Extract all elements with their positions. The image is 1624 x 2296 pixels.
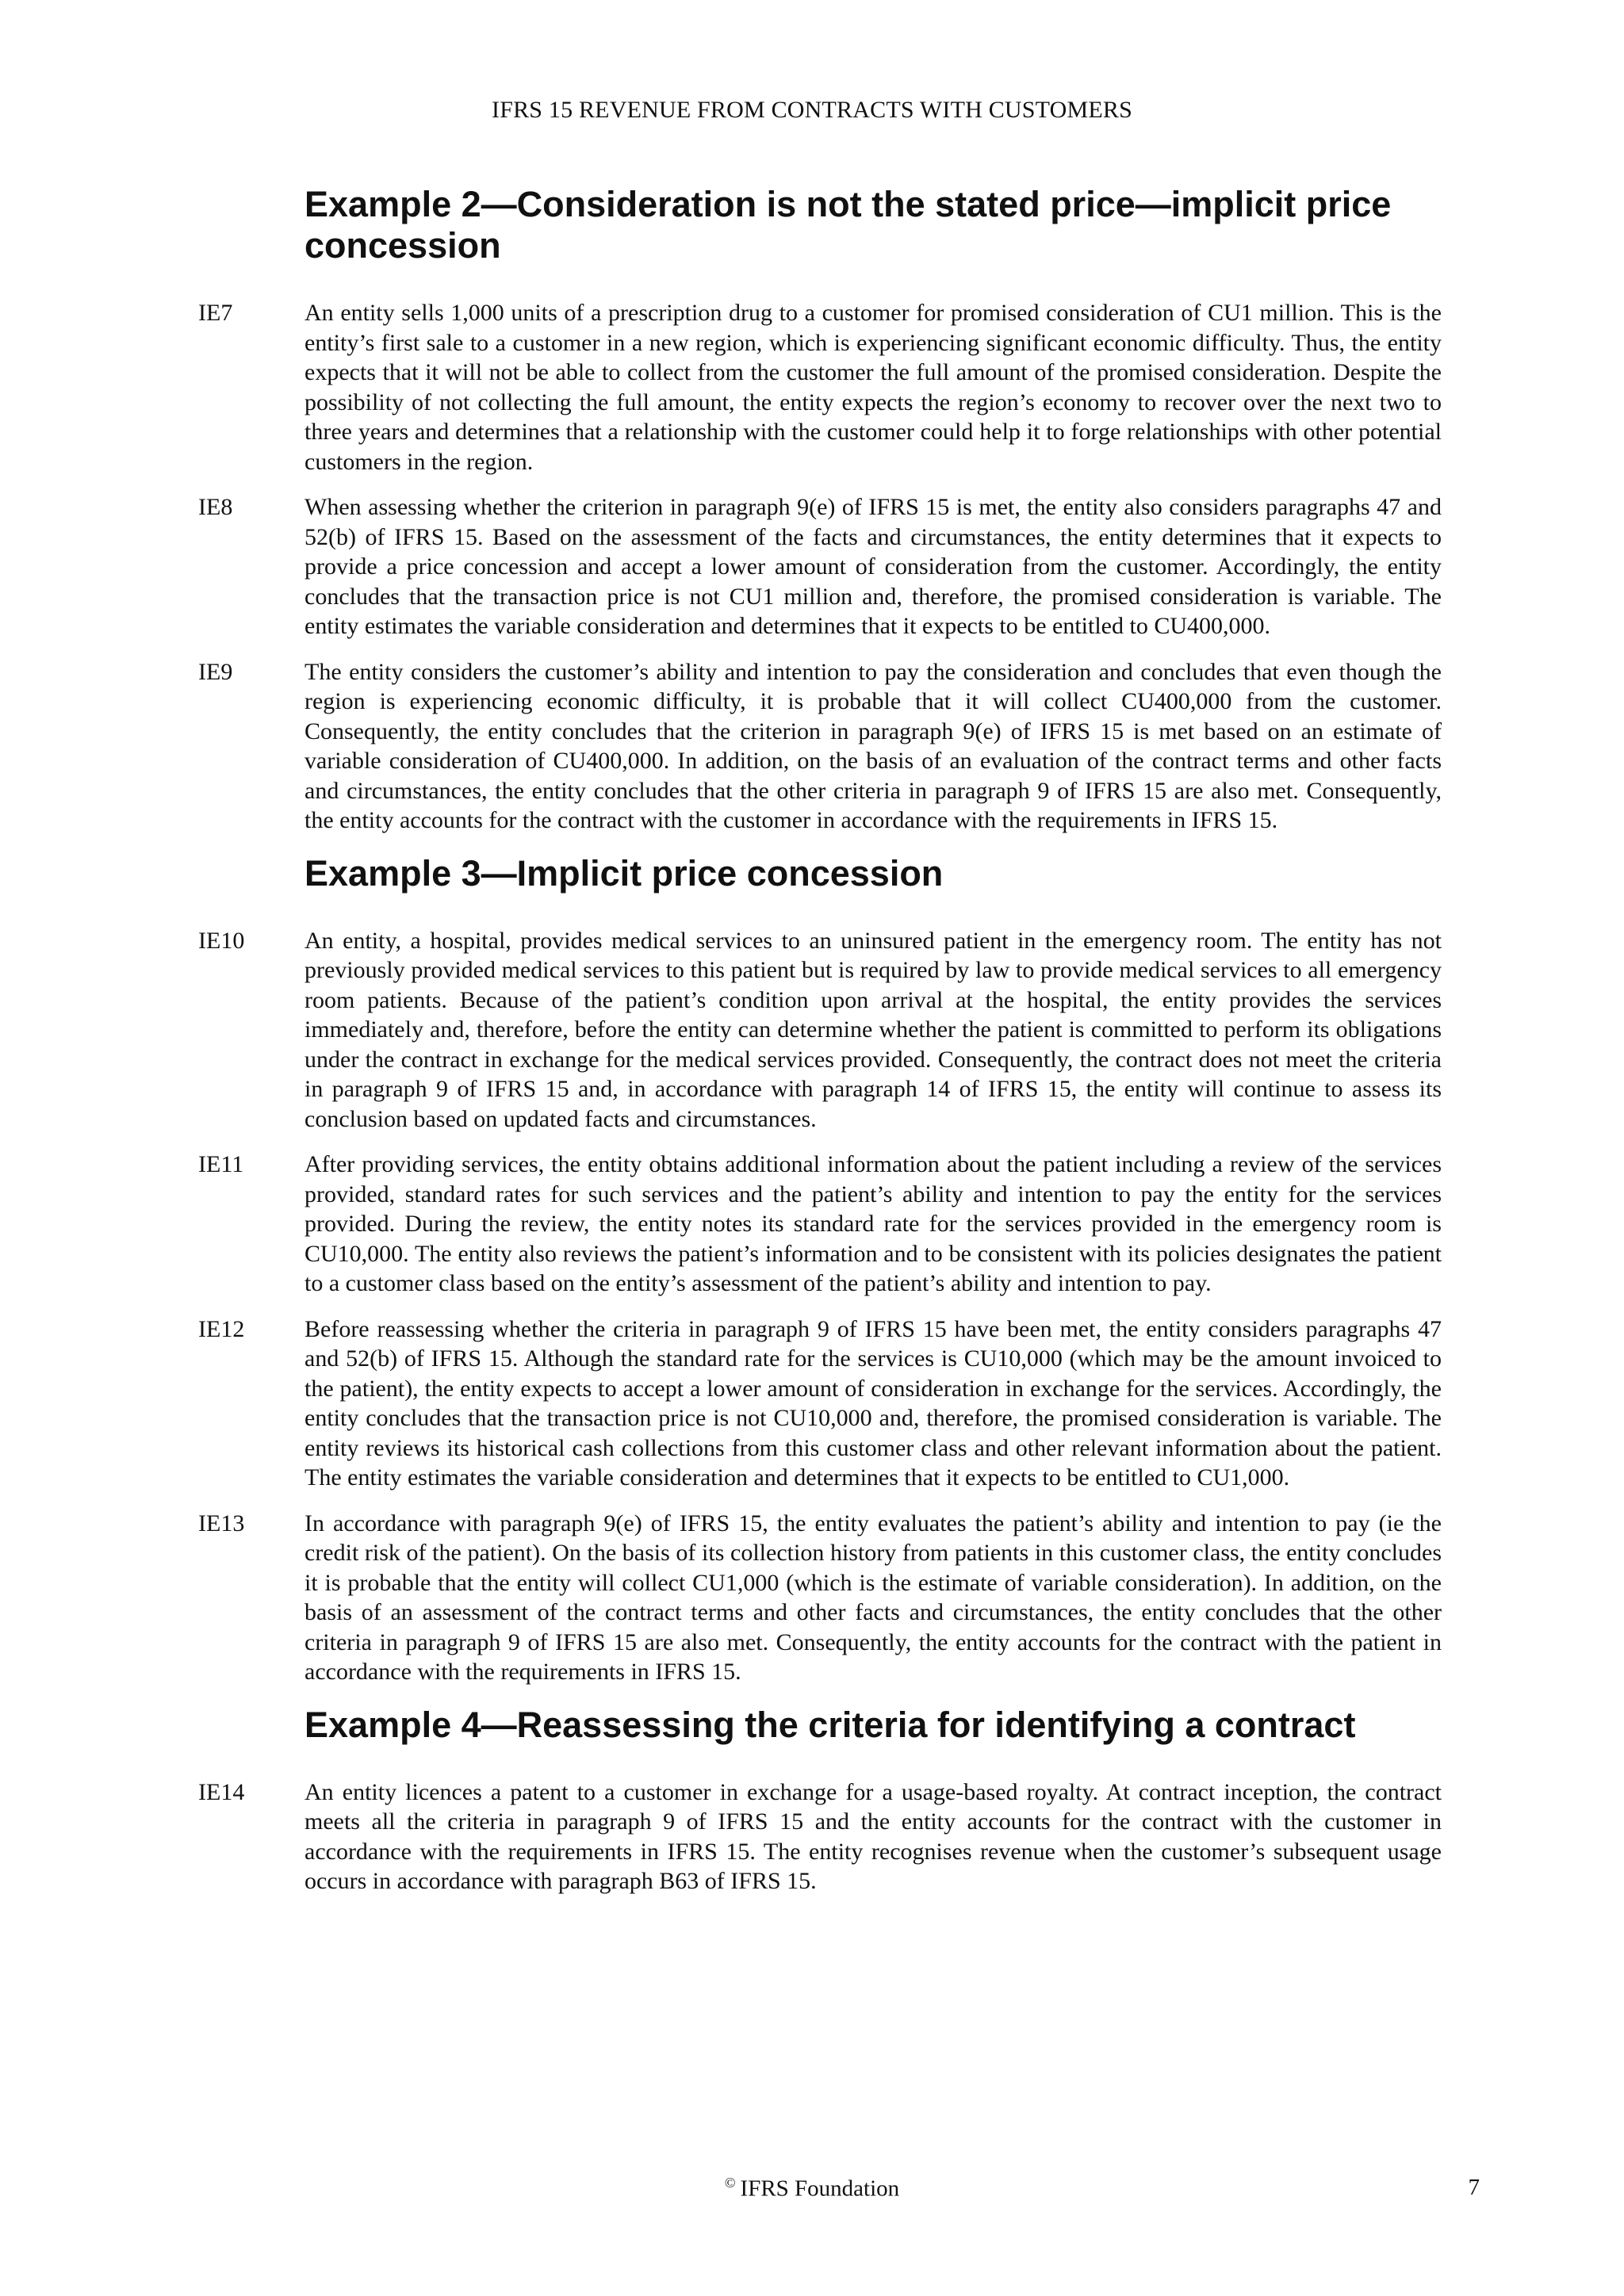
paragraph-number: IE13: [198, 1510, 245, 1536]
page-number: 7: [1468, 2175, 1480, 2200]
paragraph: [198, 298, 1442, 476]
section-example-3: [198, 853, 1442, 1687]
paragraph: [198, 1150, 1442, 1299]
footer-organization: IFRS Foundation: [740, 2175, 900, 2202]
page-footer: [0, 2175, 1624, 2202]
paragraph-number: IE7: [198, 300, 233, 326]
copyright-symbol: ©: [724, 2175, 736, 2191]
section-heading: Example 3—Implicit price concession: [304, 852, 944, 894]
paragraph-text: An entity sells 1,000 units of a prescription drug to a customer for promised consideration of CU1 million. This is the entity’s first sale to a customer in a new region, which is experiencing significant economic difficulty. Thus, the entity expects that it will not be able to collect from the customer the full amount of the promised consideration. Despite the possibility of not collecting the full amount, the entity expects the region’s economy to recover over the next two to three years and determines that a relationship with the customer could help it to forge relationships with other potential customers in the region.: [304, 300, 1442, 475]
paragraph: [198, 926, 1442, 1135]
paragraph-text: When assessing whether the criterion in paragraph 9(e) of IFRS 15 is met, the entity also considers paragraphs 47 and 52(b) of IFRS 15. Based on the assessment of the facts and circumstances, the entity determines that it expects to provide a price concession and accept a lower amount of consideration from the customer. Accordingly, the entity concludes that the transaction price is not CU1 million and, therefore, the promised consideration is variable. The entity estimates the variable consideration and determines that it expects to be entitled to CU400,000.: [304, 494, 1442, 639]
paragraph-text: Before reassessing whether the criteria in paragraph 9 of IFRS 15 have been met, the entity considers paragraphs 47 and 52(b) of IFRS 15. Although the standard rate for the services is CU10,000 (which may be the amount invoiced to the patient), the entity expects to accept a lower amount of consideration in exchange for the services. Accordingly, the entity concludes that the transaction price is not CU10,000 and, therefore, the promised consideration is variable. The entity reviews its historical cash collections from this customer class and other relevant information about the patient. The entity estimates the variable consideration and determines that it expects to be entitled to CU1,000.: [304, 1315, 1442, 1490]
paragraph-number: IE10: [198, 927, 245, 954]
paragraph-number: IE9: [198, 658, 233, 685]
paragraph: [198, 1314, 1442, 1493]
page-content: [198, 184, 1442, 1912]
section-heading: Example 4—Reassessing the criteria for identifying a contract: [304, 1704, 1356, 1745]
paragraph-text: An entity, a hospital, provides medical services to an uninsured patient in the emergency room. The entity has not previously provided medical services to this patient but is required by law to provide medical services to all emergency room patients. Because of the patient’s condition upon arrival at the hospital, the entity provides the services immediately and, therefore, before the entity can determine whether the patient is committed to perform its obligations under the contract in exchange for the medical services provided. Consequently, the contract does not meet the criteria in paragraph 9 of IFRS 15 and, in accordance with paragraph 14 of IFRS 15, the entity will continue to assess its conclusion based on updated facts and circumstances.: [304, 927, 1442, 1132]
paragraph-number: IE12: [198, 1315, 245, 1342]
paragraph: [198, 657, 1442, 836]
section-heading: Example 2—Consideration is not the stated price—implicit price concession: [304, 184, 1392, 266]
paragraph-number: IE8: [198, 494, 233, 520]
paragraph-number: IE11: [198, 1151, 244, 1177]
running-header: IFRS 15 REVENUE FROM CONTRACTS WITH CUSTOMERS: [492, 97, 1132, 123]
section-example-4: [198, 1705, 1442, 1896]
paragraph-number: IE14: [198, 1778, 245, 1805]
paragraph-text: In accordance with paragraph 9(e) of IFRS 15, the entity evaluates the patient’s ability and intention to pay (ie the credit risk of the patient). On the basis of its collection history from patients in this customer class, the entity concludes it is probable that the entity will collect CU1,000 (which is the estimate of variable consideration). In addition, on the basis of an assessment of the contract terms and other facts and circumstances, the entity concludes that the other criteria in paragraph 9 of IFRS 15 are also met. Consequently, the entity accounts for the contract with the patient in accordance with the requirements in IFRS 15.: [304, 1510, 1442, 1685]
paragraph-text: An entity licences a patent to a customer in exchange for a usage-based royalty. At contract inception, the contract meets all the criteria in paragraph 9 of IFRS 15 and the entity accounts for the contract with the customer in accordance with the requirements in IFRS 15. The entity recognises revenue when the customer’s subsequent usage occurs in accordance with paragraph B63 of IFRS 15.: [304, 1778, 1442, 1894]
paragraph: [198, 492, 1442, 641]
paragraph: [198, 1777, 1442, 1896]
paragraph-text: After providing services, the entity obtains additional information about the patient including a review of the services provided, standard rates for such services and the patient’s ability and intention to pay the entity for the services provided. During the review, the entity notes its standard rate for the services provided in the emergency room is CU10,000. The entity also reviews the patient’s information and to be consistent with its policies designates the patient to a customer class based on the entity’s assessment of the patient’s ability and intention to pay.: [304, 1151, 1442, 1296]
paragraph-text: The entity considers the customer’s ability and intention to pay the consideration and concludes that even though the region is experiencing economic difficulty, it is probable that it will collect CU400,000 from the customer. Consequently, the entity concludes that the criterion in paragraph 9(e) of IFRS 15 is met based on an estimate of variable consideration of CU400,000. In addition, on the basis of an evaluation of the contract terms and other facts and circumstances, the entity concludes that the other criteria in paragraph 9 of IFRS 15 are also met. Consequently, the entity accounts for the contract with the customer in accordance with the requirements in IFRS 15.: [304, 658, 1442, 833]
paragraph: [198, 1509, 1442, 1687]
section-example-2: [198, 184, 1442, 836]
